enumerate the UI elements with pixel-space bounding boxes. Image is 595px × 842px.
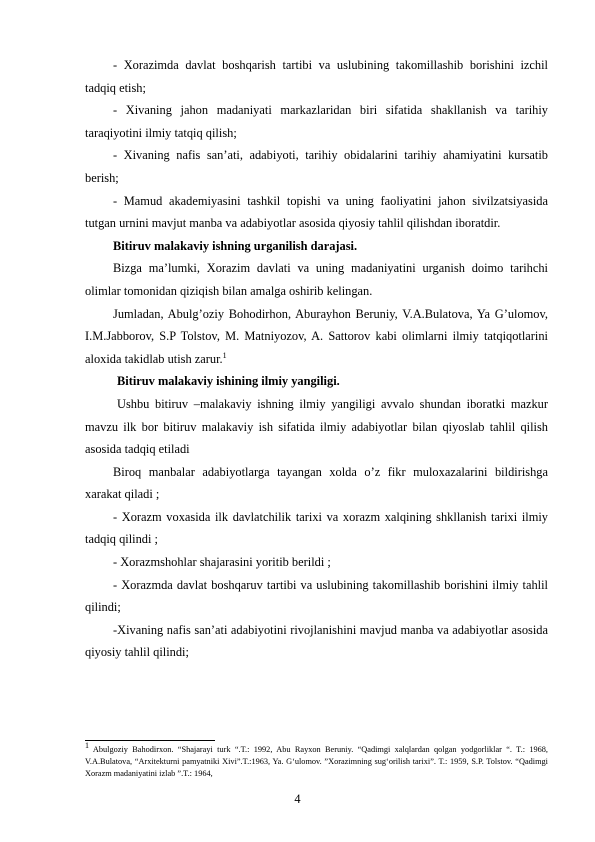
paragraph-novelty: Ushbu bitiruv –malakaviy ishning ilmiy yangiligi avvalo shundan iboratki mazkur mavzu ilk bor bitiruv malakaviy ish sifatida ilmiy adabiyotlar bilan qiyoslab tahlil qilish asosida tadqiq etiladi bbox=[85, 396, 548, 457]
paragraph-result-governance: - Xorazmda davlat boshqaruv tartibi va uslubining takomillashib borishini ilmiy tahlil qilindi; bbox=[85, 577, 548, 615]
document-body bbox=[85, 54, 548, 664]
section-heading-study-level: Bitiruv malakaviy ishning urganilish darajasi. bbox=[113, 238, 358, 253]
section-heading-novelty: Bitiruv malakaviy ishining ilmiy yangiligi. bbox=[117, 374, 340, 389]
paragraph-scholars bbox=[85, 303, 548, 371]
paragraph-goal-khiva-center: - Xivaning jahon madaniyati markazlaridan biri sifatida shakllanish va tarihiy taraqiyotini ilmiy tatqiq qilish; bbox=[85, 103, 548, 140]
paragraph-result-khiva-art: -Xivaning nafis san’ati adabiyotini rivojlanishini mavjud manba va adabiyotlar asosida qiyosiy tahlil qilindi; bbox=[85, 622, 548, 660]
paragraph-study-intro: Bizga ma’lumki, Xorazim davlati va uning madaniyatini urganish doimo tarihchi olimlar tomonidan qiziqish bilan amalga oshirib kelingan. bbox=[85, 261, 548, 298]
footnote-marker: 1 bbox=[85, 741, 89, 751]
paragraph-goal-governance: - Xorazimda davlat boshqarish tartibi va uslubining takomillashib borishini izchil tadqiq etish; bbox=[85, 58, 548, 95]
footnote bbox=[85, 741, 548, 779]
page-number: 4 bbox=[294, 792, 301, 806]
footnote-reference[interactable]: 1 bbox=[222, 350, 227, 360]
paragraph-result-genealogy: - Xorazmshohlar shajarasini yoritib berildi ; bbox=[113, 555, 331, 570]
paragraph-scholars-text: Jumladan, Abulg’oziy Bohodirhon, Aburayhon Beruniy, V.A.Bulatova, Ya G’ulomov, I.M.Jabborov, S.P Tolstov, M. Matniyozov, A. Sattorov kabi olimlarni ilmiy tatqiqotlarini aloxida takidlab utish zarur. bbox=[85, 306, 548, 366]
paragraph-sources: Biroq manbalar adabiyotlarga tayangan xolda o’z fikr muloxazalarini bildirishga xarakat qiladi ; bbox=[85, 464, 548, 502]
footnote-separator bbox=[85, 740, 215, 741]
paragraph-result-statehood: - Xorazm voxasida ilk davlatchilik tarixi va xorazm xalqining shkllanish tarixi ilmiy tadqiq qilindi ; bbox=[85, 509, 548, 547]
paragraph-goal-mamun-academy: - Mamud akademiyasini tashkil topishi va uning faoliyatini jahon sivilzatsiyasida tutgan urnini mavjut manba va adabiyotlar asosida qiyosiy tahlil qilishdan iboratdir. bbox=[85, 193, 548, 231]
paragraph-goal-khiva-art: - Xivaning nafis san’ati, adabiyoti, tarihiy obidalarini tarihiy ahamiyatini kursatib berish; bbox=[85, 148, 548, 185]
footnote-text: Abulgoziy Bahodirxon. “Shajarayi turk “.T.: 1992, Abu Rayxon Beruniy. “Qadimgi xalqlardan qolgan yodgorliklar “. T.: 1968, V.A.Bulatova, “Arxitekturni pamyatniki Xivi”.T.:1963, Ya. G‘ulomov. ”Xorazimning sug‘orilish tarixi”. T.: 1959, S.P. Tolstov. “Qadimgi Xorazm madaniyatini izlab ”.T.: 1964, bbox=[85, 745, 548, 778]
